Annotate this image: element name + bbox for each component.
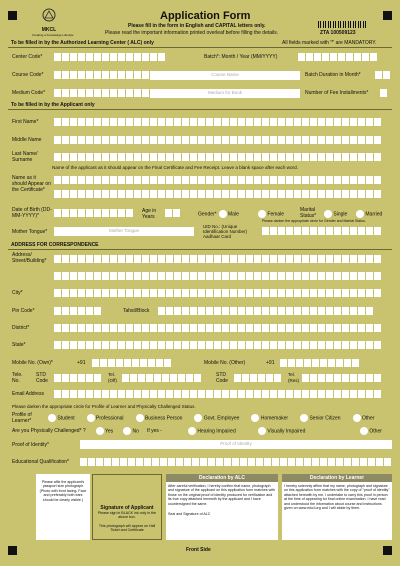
last-name-field[interactable]	[54, 153, 381, 161]
correspondence-heading-text: ADDRESS FOR CORRESPONDENCE	[11, 242, 99, 248]
if-yes-label: If yes -	[146, 428, 162, 434]
center-code-field[interactable]	[54, 53, 165, 61]
tahsil-field[interactable]	[158, 307, 373, 315]
homemaker-label: Homemaker	[260, 415, 289, 422]
corner-mark	[8, 546, 17, 555]
male-label: Male	[228, 211, 239, 218]
govt-radio[interactable]	[194, 414, 202, 422]
logo-tagline: Creating a Knowledge Lifestyle	[32, 33, 74, 37]
mother-tongue-field[interactable]: Mother Tongue	[54, 227, 194, 236]
yes-label: Yes	[104, 428, 114, 435]
photo-instructions: Please affix the applicant's passport size photograph (Photo with front facing. Face and preferably both ears should be clearly visible.)	[39, 480, 87, 502]
profile-label: Profile of Learner*	[12, 412, 32, 424]
email-field[interactable]	[54, 390, 381, 398]
batch-duration-label: Batch Duration in Month*	[305, 72, 361, 78]
profile-business[interactable]	[134, 414, 183, 422]
business-label: Business Person	[144, 415, 183, 422]
barcode	[318, 21, 366, 28]
female-radio[interactable]	[258, 210, 266, 218]
address-field-1[interactable]	[54, 255, 381, 263]
center-code-label: Center Code*	[12, 54, 43, 60]
gender-label	[198, 210, 239, 218]
applicant-heading-text: To be filled in by the Applicant only	[11, 102, 95, 108]
homemaker-radio[interactable]	[251, 414, 259, 422]
alc-declaration	[166, 474, 278, 540]
form-instruction: Please read the important information printed overleaf before filling the details.	[105, 30, 279, 36]
challenged-yes[interactable]	[94, 427, 113, 435]
senior-label: Senior Citizen	[309, 415, 341, 422]
gender-note: Please darken the appropriate circle for Gender and Marital Status.	[262, 219, 366, 223]
challenged-other-label: Other	[369, 428, 382, 435]
fee-installments-label: Number of Fee Installments*	[305, 90, 369, 96]
professional-label: Professional	[96, 415, 124, 422]
mobile-other-field[interactable]	[280, 359, 359, 367]
form-title: Application Form	[160, 10, 251, 22]
district-label: District*	[12, 325, 30, 331]
name-note: Name of the applicant as it should appear on the Final Certificate and Fee Receipt. Leave a blank space after each word.	[52, 165, 298, 170]
married-option	[354, 210, 382, 218]
name-certificate-field-1[interactable]	[54, 176, 381, 184]
corner-mark	[8, 11, 17, 20]
other-radio[interactable]	[353, 414, 361, 422]
uid-field[interactable]	[262, 227, 381, 235]
single-label: Single	[333, 211, 348, 218]
mobile-other-label: Mobile No. (Other)	[204, 360, 246, 366]
profile-note: Please darken the appropriate circle for Profile of Learner and Physically Challenged Status.	[12, 404, 196, 409]
medium-code-label: Medium Code*	[12, 90, 46, 96]
pin-label: Pin Code*	[12, 308, 35, 314]
proof-field[interactable]: Proof of Identity	[80, 440, 392, 449]
city-field[interactable]	[54, 289, 381, 297]
tel-off-field[interactable]	[122, 374, 201, 382]
age-label: Age in Years	[142, 208, 157, 220]
hearing-option[interactable]	[186, 427, 236, 435]
learner-declaration-title: Declaration by Learner	[282, 474, 392, 482]
visual-label: Visually Impaired	[267, 428, 306, 435]
mother-tongue-label: Mother Tongue*	[12, 229, 48, 235]
std-field[interactable]	[54, 374, 101, 382]
address-label: Address/ Street/Building*	[12, 252, 47, 264]
mandatory-note: All fields marked with '*' are MANDATORY.	[282, 40, 377, 46]
married-label: Married	[365, 211, 383, 218]
std-label-2: STD Code	[216, 372, 228, 384]
first-name-field[interactable]	[54, 118, 381, 126]
middle-name-label: Middle Name	[12, 137, 42, 143]
dob-field[interactable]	[54, 209, 133, 217]
tahsil-label: Tahsil/Block	[123, 308, 150, 314]
profile-other[interactable]	[351, 414, 375, 422]
district-field[interactable]	[54, 324, 381, 332]
mobile-own-code: +91	[77, 360, 86, 366]
challenged-other-radio[interactable]	[360, 427, 368, 435]
yes-radio[interactable]	[96, 427, 104, 435]
corner-mark	[383, 11, 392, 20]
first-name-label: First Name*	[12, 119, 39, 125]
std-label: STD Code	[36, 372, 48, 384]
tel-off-label: Tel. (Off)	[108, 372, 117, 383]
middle-name-field[interactable]	[54, 136, 381, 144]
batch-label: Batch*: Month / Year (MM/YYYY)	[204, 54, 278, 60]
hearing-radio[interactable]	[188, 427, 196, 435]
mobile-own-field[interactable]	[92, 359, 171, 367]
no-label: No	[132, 428, 139, 435]
qualification-label: Educational Qualification*	[12, 459, 69, 465]
fee-installments-field[interactable]	[380, 89, 387, 97]
signature-text: Please sign in BLACK ink only in the above box.	[97, 511, 157, 520]
city-label: City*	[12, 290, 23, 296]
professional-radio[interactable]	[87, 414, 95, 422]
course-code-label: Course Code*	[12, 72, 44, 78]
dob-label: Date of Birth (DD-MM-YYYY)*	[12, 207, 52, 219]
batch-field[interactable]	[298, 53, 377, 61]
gender-text: Gender*	[198, 211, 217, 218]
visual-option[interactable]	[256, 427, 305, 435]
learner-declaration	[282, 474, 392, 540]
state-field[interactable]	[54, 341, 381, 349]
name-certificate-field-2[interactable]	[54, 190, 381, 198]
female-label: Female	[267, 211, 285, 218]
medium-book-field[interactable]: Medium for Book	[150, 89, 300, 98]
correspondence-heading	[8, 242, 392, 250]
visual-radio[interactable]	[258, 427, 266, 435]
business-radio[interactable]	[136, 414, 144, 422]
front-side-label: Front Side	[186, 547, 211, 553]
form-number: ZTA 100509123	[320, 30, 356, 36]
uid-label: UID No.: (Unique Identification Number) Aadhaar Card	[203, 224, 248, 239]
state-label: State*	[12, 342, 26, 348]
learner-declaration-text: I hereby solemnly affirm that my name, photograph and signature on this application form matches with the copy of "proof of identity" attached herewith by me. I undertake to carry this proof in person at the time of appearing for final online examination. I have read and understood the information about course and instructions given on www.mkcl.org and I will abide by them.	[284, 484, 390, 511]
address-field-2[interactable]	[54, 272, 381, 280]
challenged-no[interactable]	[121, 427, 139, 435]
senior-radio[interactable]	[300, 414, 308, 422]
logo-text: MKCL	[41, 27, 57, 33]
female-option	[256, 210, 284, 218]
form-subtitle: Please fill in the form in English and CAPITAL letters only.	[128, 23, 266, 29]
alc-declaration-title: Declaration by ALC	[166, 474, 278, 482]
profile-student[interactable]	[46, 414, 75, 422]
logo-icon	[42, 8, 56, 22]
challenged-row	[12, 427, 162, 435]
email-label: Email Address	[12, 391, 44, 397]
challenged-other-option[interactable]	[358, 427, 382, 435]
govt-label: Govt. Employee	[203, 415, 240, 422]
proof-label: Proof of Identity*	[12, 442, 49, 448]
profile-govt[interactable]	[192, 414, 239, 422]
pin-field[interactable]	[54, 307, 101, 315]
signature-title: Signature of Applicant	[100, 505, 154, 511]
no-radio[interactable]	[123, 427, 131, 435]
student-label: Student	[57, 415, 75, 422]
alc-heading-text: To be filled in by the Authorized Learning Center ( ALC) only	[11, 40, 154, 46]
medium-code-field[interactable]	[54, 89, 149, 97]
single-option	[322, 210, 347, 218]
logo	[32, 8, 74, 37]
profile-senior[interactable]	[298, 414, 341, 422]
profile-homemaker[interactable]	[249, 414, 288, 422]
alc-declaration-text: After careful verification, I hereby confirm that name, photograph and signature of the applicant on this application form matches with those on the original proof of identity produced for verification and its true copy attached herewith by the applicant and I have countersigned the same.	[168, 484, 276, 506]
signature-box[interactable]	[92, 474, 162, 540]
married-radio[interactable]	[356, 210, 364, 218]
profile-options	[46, 414, 375, 422]
course-code-field[interactable]	[54, 71, 149, 79]
applicant-section-heading	[8, 102, 392, 110]
marital-status-label: Marital Status*	[300, 207, 317, 219]
hearing-label: Hearing Impaired	[197, 428, 236, 435]
male-radio[interactable]	[219, 210, 227, 218]
course-name-field[interactable]: Course Name	[150, 71, 300, 80]
other-label: Other	[361, 415, 375, 422]
last-name-label: Last Name/ Surname	[12, 151, 38, 163]
challenged-label: Are you Physically Challenged* ?	[12, 428, 86, 434]
std-field-2[interactable]	[234, 374, 281, 382]
batch-duration-field[interactable]	[375, 71, 390, 79]
single-radio[interactable]	[324, 210, 332, 218]
name-certificate-label: Name as it should Appear on the Certificate*	[12, 175, 51, 193]
profile-professional[interactable]	[85, 414, 124, 422]
mobile-own-label: Mobile No. (Own)*	[12, 360, 53, 366]
qualification-field[interactable]	[80, 458, 391, 466]
mobile-other-code: +91	[266, 360, 275, 366]
photo-box[interactable]	[36, 474, 90, 540]
student-radio[interactable]	[48, 414, 56, 422]
age-field[interactable]	[165, 209, 180, 217]
alc-seal-label: Seal and Signature of ALC	[168, 512, 211, 517]
corner-mark	[383, 546, 392, 555]
signature-note: This photograph will appear on Hall Ticket and Certificate	[98, 523, 156, 533]
tel-res-field[interactable]	[302, 374, 381, 382]
tel-res-label: Tel. (Res)	[288, 372, 299, 383]
tele-label: Tele. No.	[12, 372, 23, 384]
